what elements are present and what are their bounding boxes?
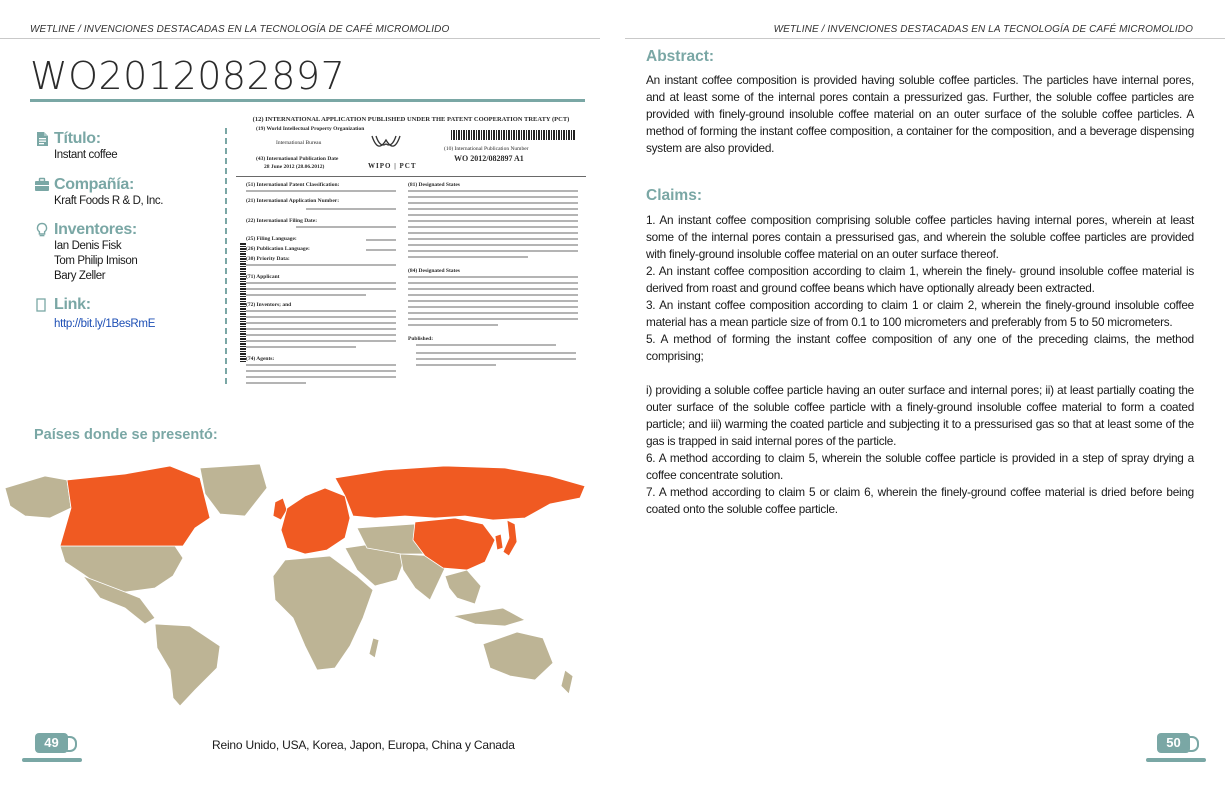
map-region-europe <box>281 488 350 554</box>
patent-applicant: (71) Applicant <box>246 274 280 280</box>
patent-org: (19) World Intellectual Property Organization <box>256 126 365 132</box>
link-label: Link: <box>54 296 91 313</box>
map-region-australia <box>483 632 553 680</box>
page-number-right: 50 <box>1157 733 1190 753</box>
link-icon <box>34 297 50 313</box>
patent-pubnum: WO 2012/082897 A1 <box>454 154 524 163</box>
titulo-value: Instant coffee <box>54 149 118 161</box>
map-region-canada <box>60 466 210 546</box>
patent-published: Published: <box>408 336 434 342</box>
lightbulb-icon <box>34 222 50 238</box>
abstract-paragraph: An instant coffee composition is provided having soluble coffee particles. The particles have internal pores, and at least some of the internal pores contain a pressurized gas. Further, the soluble coffee particles are provided with finely-ground insoluble coffee material on an outer surface of the soluble coffee particles. A method of forming the instant coffee composition, a container for the composition, and a beverage dispensing system are also provided. <box>646 73 1194 155</box>
titulo-label: Título: <box>54 130 101 147</box>
countries-list: Reino Unido, USA, Korea, Japon, Europa, China y Canada <box>212 738 515 752</box>
field-inventores <box>34 221 224 284</box>
patent-classification: (51) International Patent Classification: <box>246 182 340 188</box>
patent-header: (12) INTERNATIONAL APPLICATION PUBLISHED UNDER THE PATENT COOPERATION TREATY (PCT) <box>252 116 570 123</box>
claim-item: 3. An instant coffee composition according to claim 1 or claim 2, wherein the finely-ground insoluble coffee material has a mean particle size of from 0.1 to 100 micrometers and preferably from 5 to 50 micrometers. <box>646 298 1194 329</box>
compania-value: Kraft Foods R & D, Inc. <box>54 195 164 207</box>
patent-priority: (30) Priority Data: <box>246 256 290 262</box>
briefcase-icon <box>34 177 50 193</box>
map-region-greenland <box>200 464 267 516</box>
world-map <box>5 458 590 708</box>
saucer-icon <box>1146 758 1206 762</box>
field-link <box>34 296 224 332</box>
patent-pubnum-label: (10) International Publication Number <box>444 146 529 152</box>
claim-item: i) providing a soluble coffee particle having an outer surface and internal pores; ii) at least partially coating the outer surface of the soluble coffee particle with a finely-ground insoluble coffee material to form a coated particle; and iii) warming the coated particle and subjecting it to a pressurised gas so that at least some of the gas is trapped in said internal pores of the particle. <box>646 383 1194 448</box>
abstract-title: Abstract: <box>646 48 715 65</box>
header-divider-left <box>0 38 600 39</box>
map-region-southeast-asia <box>445 570 481 604</box>
page-number-left: 49 <box>35 733 68 753</box>
claim-item: 6. A method according to claim 5, wherein the soluble coffee particle is provided in a step of spray drying a coffee concentrate solution. <box>646 451 1194 482</box>
map-region-alaska <box>5 476 71 518</box>
claims-text <box>646 212 1194 518</box>
map-region-japan <box>503 520 517 556</box>
claim-item: 5. A method of forming the instant coffee composition of any one of the preceding claims, the method comprising; <box>646 332 1194 363</box>
patent-barcode-side <box>240 242 246 362</box>
patent-barcode-top <box>451 130 576 140</box>
patent-bureau: International Bureau <box>276 140 322 146</box>
patent-front-page-image <box>236 112 586 396</box>
patent-pubdate-label: (43) International Publication Date <box>256 156 339 162</box>
map-region-new-zealand <box>561 670 573 694</box>
inventor-name: Bary Zeller <box>54 270 106 282</box>
document-icon <box>34 131 50 147</box>
field-titulo <box>34 130 224 163</box>
patent-designated-81: (81) Designated States <box>408 182 460 188</box>
cup-handle-icon <box>1189 736 1199 752</box>
map-region-korea <box>495 534 503 550</box>
running-header-right: WETLINE / INVENCIONES DESTACADAS EN LA TECNOLOGÍA DE CAFÉ MICROMOLIDO <box>773 24 1193 35</box>
patent-inventors: (72) Inventors; and <box>246 302 292 308</box>
abstract-text <box>646 72 1194 157</box>
header-divider-right <box>625 38 1225 39</box>
claim-item: 7. A method according to claim 5 or claim 6, wherein the finely-ground coffee material is dried before being coated onto the soluble coffee particle. <box>646 485 1194 516</box>
patent-agent: (74) Agents: <box>246 356 275 362</box>
inventores-label: Inventores: <box>54 221 137 238</box>
patent-number-title: WO2012082897 <box>30 54 346 98</box>
dashed-divider <box>225 128 227 384</box>
map-region-south-america <box>155 624 220 706</box>
map-region-africa <box>273 556 373 670</box>
map-region-madagascar <box>369 638 379 658</box>
patent-filing-lang: (25) Filing Language: <box>246 236 297 242</box>
patent-filing-date: (22) International Filing Date: <box>246 218 318 224</box>
map-title: Países donde se presentó: <box>34 427 218 443</box>
claims-title: Claims: <box>646 187 702 204</box>
map-region-indonesia <box>453 608 525 626</box>
inventor-name: Tom Philip Imison <box>54 255 138 267</box>
patent-app-number: (21) International Application Number: <box>246 198 340 204</box>
saucer-icon <box>22 758 82 762</box>
wipo-logo-icon <box>366 132 406 158</box>
map-region-usa <box>60 546 183 592</box>
map-region-russia <box>335 466 585 520</box>
field-compania <box>34 176 224 209</box>
patent-pubdate: 28 June 2012 (28.06.2012) <box>264 164 325 170</box>
cup-handle-icon <box>67 736 77 752</box>
patent-link[interactable]: http://bit.ly/1BesRmE <box>54 318 156 330</box>
title-underline <box>30 99 585 102</box>
claim-item: 1. An instant coffee composition comprising soluble coffee particles having internal pores, wherein at least some of the internal pores contain a pressurised gas, and wherein the soluble coffee particles are provided with finely-ground insoluble coffee material on an outer surface thereof. <box>646 213 1194 261</box>
running-header-left: WETLINE / INVENCIONES DESTACADAS EN LA TECNOLOGÍA DE CAFÉ MICROMOLIDO <box>30 24 450 35</box>
wipo-label: WIPO | PCT <box>368 162 417 170</box>
patent-designated-84: (84) Designated States <box>408 268 460 274</box>
compania-label: Compañía: <box>54 176 134 193</box>
claim-item: 2. An instant coffee composition according to claim 1, wherein the finely- ground insoluble coffee material is derived from roast and ground coffee beans which have optionally already been extracted. <box>646 264 1194 295</box>
patent-pub-lang: (26) Publication Language: <box>246 246 310 252</box>
inventor-name: Ian Denis Fisk <box>54 240 122 252</box>
